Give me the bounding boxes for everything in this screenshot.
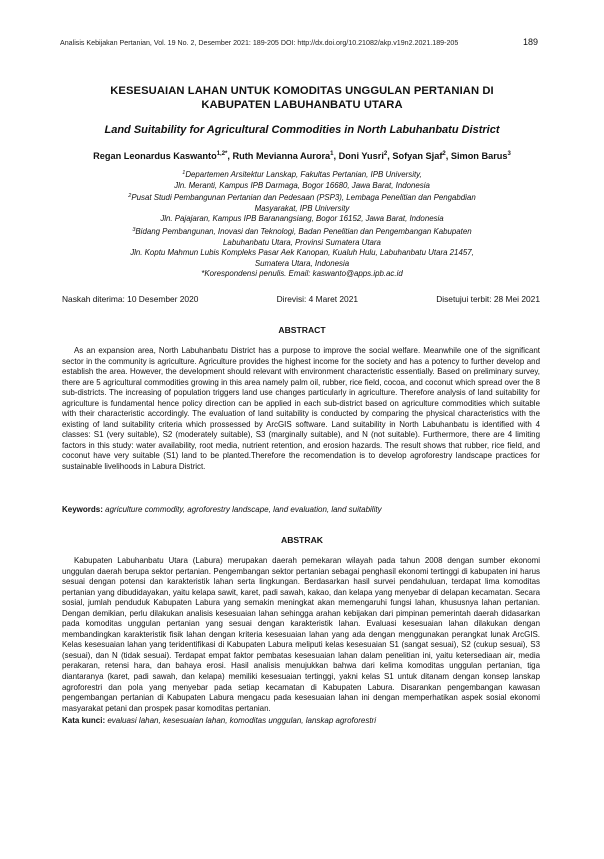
affiliation-mark: 2: [128, 193, 132, 200]
kata-kunci-label: Kata kunci:: [62, 716, 106, 725]
submission-dates: [62, 294, 540, 304]
abstrak-heading: ABSTRAK: [280, 535, 323, 545]
author-affiliation-mark: 2: [383, 151, 388, 157]
kata-kunci-text: evaluasi lahan, kesesuaian lahan, komoditas unggulan, lanskap agroforestri: [107, 716, 376, 725]
affiliation-line: Sumatera Utara, Indonesia: [254, 258, 350, 268]
title-english: Land Suitability for Agricultural Commodities in North Labuhanbatu District: [104, 124, 500, 136]
abstract-text: As an expansion area, North Labuhanbatu District has a purpose to improve the social welfare. Meanwhile one of the significant sector in the community is agriculture. Agriculture provides the highest income for the society and has a potency to further develop and establish the area. However, the development should relevant with environment characteristic essentially. Based on preliminary survey, there are 5 agricultural commodities growing in this area namely palm oil, rubber, rice field, cocoa, and coconut which spread over the 8 sub-districts. The increasing of population triggers land use changes particularly in agriculture. Therefore analysis of land suitability for agriculture is fundamental hence policy direction can be applied in each sub-district based on agriculture commodities which suitable with their characteristic accordingly. The evaluation of land suitability is conducted by comparing the physical characteristics with the existing of land suitability criteria which prossessed by ArcGIS software. Land suitability in North Labuhanbatu is identified with 4 classes: S1 (very suitable), S2 (moderately suitable), S3 (marginally suitable), and N (not suitable). Furthermore, there are 4 limiting factors in this study: water availability, root media, nutrient retention, and erosion hazards. The result shows that rubber, rice field, and coconut have very suitable (S1) land to be planted.Therefore the recomendation is to develop agroforestry landscape practices for sustainable livelihoods in Labura District.: [62, 346, 540, 472]
abstract-heading: ABSTRACT: [278, 325, 326, 335]
affiliation-line: Bidang Pembangunan, Inovasi dan Teknologi, Badan Penelitian dan Pengembangan Kabupaten: [135, 226, 472, 236]
author-affiliation-mark: 2: [442, 151, 446, 157]
author-name: Regan Leonardus Kaswanto: [93, 151, 217, 161]
date-received: Naskah diterima: 10 Desember 2020: [62, 294, 199, 304]
author-name: Doni Yusri: [338, 151, 384, 161]
affiliations: [80, 168, 524, 280]
author-affiliation-mark: 1,2*: [216, 151, 228, 157]
affiliation-line: Jln. Pajajaran, Kampus IPB Baranangsiang, Bogor 16152, Jawa Barat, Indonesia: [160, 214, 444, 224]
author-name: Ruth Mevianna Aurora: [232, 151, 331, 161]
affiliation-3: [80, 225, 524, 238]
affiliation-line: Jln. Koptu Mahmun Lubis Kompleks Pasar Aek Kanopan, Kualuh Hulu, Labuhanbatu Utara 21457,: [130, 248, 474, 258]
abstrak-text: Kabupaten Labuhanbatu Utara (Labura) merupakan daerah pemekaran wilayah pada tahun 2008 dengan sumber ekonomi unggulan daerah berupa sektor pertanian. Pengembangan sektor pertanian sebagai penghasil ekonomi tertinggi di kabupaten ini harus sesuai dengan potensi dan karakteristik lahan serta lingkungan. Berdasarkan hasil survei pendahuluan, terdapat lima komoditas pertanian yang dibudidayakan, yaitu kelapa sawit, karet, padi sawah, kakao, dan kelapa yang menyebar di delapan kecamatan. Secara sosial, jumlah penduduk Kabupaten Labura yang semakin meningkat akan memengaruhi fungsi lahan, khususnya lahan pertanian. Dengan demikian, perlu dilakukan analisis kesesuaian lahan sehingga arahan kebijakan dari pimpinan pemerintah daerah didasarkan pada komoditas unggulan pertanian yang sesuai dengan karakteristik lahan. Evaluasi kesesuaian lahan dilakukan dengan membandingkan karakteristik fisik lahan dengan kriteria kesesuaian lahan yang ada dengan menggunakan perangkat lunak ArcGIS. Kelas kesesuaian lahan yang teridentifikasi di Kabupaten Labura meliputi kelas kesesuaian S1 (sangat sesuai), S2 (cukup sesuai), S3 (sesuai), dan N (tidak sesuai). Terdapat empat faktor pembatas kesesuaian lahan dalam penelitian ini, yaitu ketersediaan air, media perakaran, retensi hara, dan bahaya erosi. Hasil analisis menujukkan bahwa dari kelima komoditas unggulan pertanian, tiga diantaranya (karet, padi sawah, dan kelapa) memiliki kesesuaian tertinggi, yakni kelas S1 untuk ditanam dengan konsep lanskap agroforestri dan pola yang menyebar pada setiap kecamatan di Kabupaten Labura. Disarankan pengembangan kawasan pengembangan pertanian di Kabupaten Labura mengacu pada kesesuaian lahan ini dengan memperhatikan aspek sosial ekonomi masyarakat petani dan prospek pasar komoditas pertanian.: [62, 556, 540, 713]
kata-kunci: [62, 716, 540, 725]
page-number: 189: [522, 37, 538, 47]
date-revised: Direvisi: 4 Maret 2021: [276, 294, 359, 304]
keywords: [62, 505, 540, 514]
title-line-2: KABUPATEN LABUHANBATU UTARA: [201, 98, 403, 111]
running-head: Analisis Kebijakan Pertanian, Vol. 19 No. 2, Desember 2021: 189-205 DOI: http://dx.doi.org/10.21082/akp.v19n2.2021.189-205: [60, 39, 459, 47]
affiliation-mark: 1: [182, 170, 186, 176]
author-affiliation-mark: 1: [330, 151, 334, 157]
author-affiliation-mark: 3: [507, 151, 511, 157]
affiliation-line: Pusat Studi Pembangunan Pertanian dan Pedesaan (PSP3), Lembaga Penelitian dan Pengabdian: [131, 193, 476, 203]
affiliation-line: Departemen Arsitektur Lanskap, Fakultas Pertanian, IPB University,: [185, 170, 422, 179]
affiliation-1: [80, 168, 524, 181]
affiliation-mark: 3: [132, 226, 136, 233]
affiliation-line: Jln. Meranti, Kampus IPB Darmaga, Bogor 16680, Jawa Barat, Indonesia: [174, 180, 430, 190]
affiliation-line: Labuhanbatu Utara, Provinsi Sumatera Utara: [223, 237, 381, 247]
affiliation-line: Masyarakat, IPB University: [254, 203, 350, 213]
author-list: Regan Leonardus Kaswanto$^{1,2*}$, Ruth Mevianna Aurora$^1$, Doni Yusri$^2$, Sofyan Sjaf$^2$, Simon Barus$^3$: [93, 151, 511, 161]
keywords-label: Keywords:: [62, 505, 103, 514]
author-name: Sofyan Sjaf: [392, 151, 443, 161]
title-indonesian: [60, 85, 544, 112]
affiliation-2: [80, 191, 524, 204]
correspondence: *Korespondensi penulis. Email: kaswanto@apps.ipb.ac.id: [201, 269, 403, 279]
keywords-text: agriculture commodity, agroforestry landscape, land evaluation, land suitability: [105, 505, 382, 514]
title-line-1: KESESUAIAN LAHAN UNTUK KOMODITAS UNGGULAN PERTANIAN DI: [110, 85, 494, 97]
date-approved: Disetujui terbit: 28 Mei 2021: [436, 294, 540, 304]
author-name: Simon Barus: [450, 151, 508, 161]
